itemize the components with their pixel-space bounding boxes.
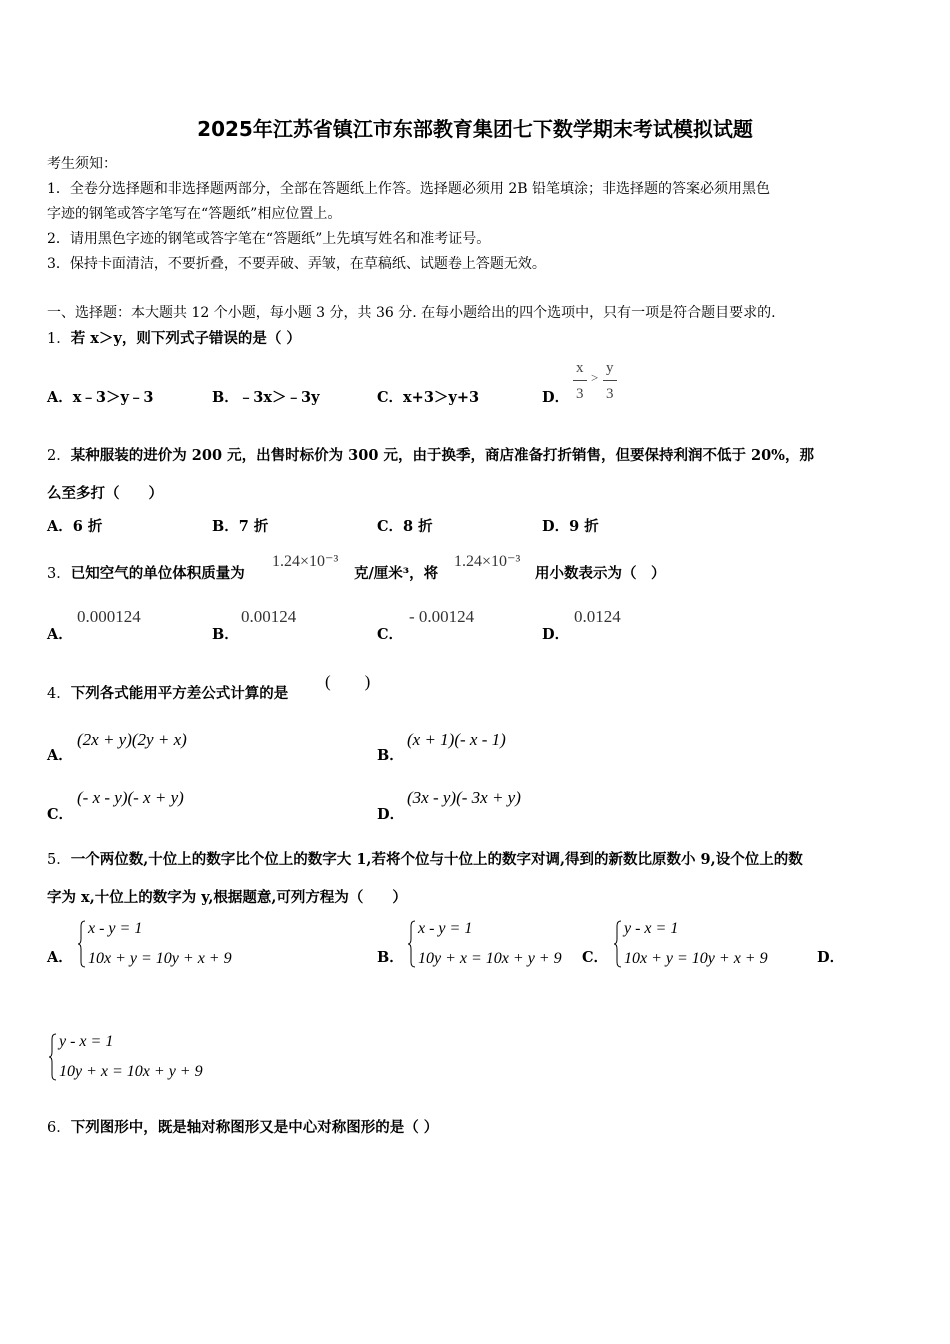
notice-item: 2．请用黑色字迹的钢笔或答字笔在“答题纸”上先填写姓名和准考证号。 [47, 231, 491, 247]
q1-option-c[interactable]: C．x+3＞y+3 [377, 389, 480, 406]
question-text: 克/厘米³，将 [354, 565, 439, 582]
q3-option-c-value: - 0.00124 [409, 607, 475, 626]
left-brace-icon [614, 920, 622, 968]
greater-than-sign: > [591, 370, 599, 385]
page-title: 2025年江苏省镇江市东部教育集团七下数学期末考试模拟试题 [197, 117, 753, 141]
question-5-line2: 字为 x,十位上的数字为 y,根据题意,可列方程为（ ） [47, 889, 407, 906]
q2-option-b[interactable]: B．7 折 [212, 518, 269, 535]
equation-line: y - x = 1 [59, 1033, 114, 1050]
q1-option-a[interactable]: A．x﹣3＞y﹣3 [47, 389, 154, 406]
equation-line: x - y = 1 [418, 920, 473, 937]
fraction-denominator: 3 [576, 386, 584, 402]
question-number: 5． [47, 852, 71, 868]
left-brace-icon [49, 1033, 57, 1081]
q1-option-b[interactable]: B．﹣3x＞﹣3y [212, 389, 320, 406]
q1-option-d-label[interactable]: D． [542, 389, 570, 406]
question-1 [47, 327, 301, 348]
q2-option-a[interactable]: A．6 折 [47, 518, 103, 535]
math-expression: 1.24×10⁻³ [454, 553, 521, 570]
left-brace-icon [78, 920, 86, 968]
question-6 [47, 1116, 438, 1137]
q5-option-c-label[interactable]: C． [582, 949, 609, 966]
question-text: 某种服装的进价为 200 元，出售时标价为 300 元，由于换季，商店准备打折销售，但要保持利润不低于 20%，那 [70, 447, 814, 464]
q3-option-d-value: 0.0124 [574, 607, 621, 626]
answer-paren: ( ) [325, 672, 371, 691]
q2-option-d[interactable]: D．9 折 [542, 518, 599, 535]
notice-item: 3．保持卡面清洁，不要折叠，不要弄破、弄皱，在草稿纸、试题卷上答题无效。 [47, 256, 546, 272]
q3-option-a-value: 0.000124 [77, 607, 141, 626]
q3-option-c-label[interactable]: C． [377, 626, 404, 643]
equation-line: 10y + x = 10x + y + 9 [59, 1063, 203, 1080]
q3-option-a-label[interactable]: A． [47, 626, 73, 643]
question-3 [47, 562, 245, 583]
q3-option-b-label[interactable]: B． [212, 626, 239, 643]
question-2 [47, 444, 814, 465]
equation-line: 10x + y = 10y + x + 9 [624, 950, 768, 967]
q3-option-d-label[interactable]: D． [542, 626, 570, 643]
notice-item: 1．全卷分选择题和非选择题两部分，全部在答题纸上作答。选择题必须用 2B 铅笔填涂；非选择题的答案必须用黑色 [47, 181, 770, 197]
equation-line: 10x + y = 10y + x + 9 [88, 950, 232, 967]
question-number: 3． [47, 566, 71, 582]
question-number: 2． [47, 448, 71, 464]
q4-option-b-label[interactable]: B． [377, 747, 404, 764]
q4-option-b-expr: (x + 1)(- x - 1) [407, 730, 506, 749]
question-text: 若 x＞y，则下列式子错误的是（ ） [70, 330, 301, 347]
q4-option-a-label[interactable]: A． [47, 747, 73, 764]
section-heading: 一、选择题：本大题共 12 个小题，每小题 3 分，共 36 分. 在每小题给出的四个选项中，只有一项是符合题目要求的. [47, 305, 776, 321]
equation-line: x - y = 1 [88, 920, 143, 937]
fraction-numerator: x [576, 360, 584, 376]
left-brace-icon [408, 920, 416, 968]
question-text: 已知空气的单位体积质量为 [70, 565, 245, 582]
question-text: 下列图形中，既是轴对称图形又是中心对称图形的是（ ） [70, 1119, 439, 1136]
equation-line: 10y + x = 10x + y + 9 [418, 950, 562, 967]
q5-option-b-label[interactable]: B． [377, 949, 404, 966]
q2-option-c[interactable]: C．8 折 [377, 518, 433, 535]
question-text: 下列各式能用平方差公式计算的是 [70, 685, 289, 702]
question-text: 用小数表示为（ ） [535, 565, 666, 582]
fraction-bar [603, 380, 617, 381]
question-number: 4． [47, 686, 71, 702]
equation-line: y - x = 1 [624, 920, 679, 937]
q3-option-b-value: 0.00124 [241, 607, 297, 626]
notice-item: 字迹的钢笔或答字笔写在“答题纸”相应位置上。 [47, 206, 342, 222]
q5-option-a-label[interactable]: A． [47, 949, 73, 966]
question-4 [47, 682, 288, 703]
fraction-denominator: 3 [606, 386, 614, 402]
question-5 [47, 848, 803, 869]
question-number: 1． [47, 331, 71, 347]
q4-option-a-expr: (2x + y)(2y + x) [77, 730, 187, 749]
question-text: 一个两位数,十位上的数字比个位上的数字大 1,若将个位与十位上的数字对调,得到的新数比原数小 9,设个位上的数 [70, 851, 803, 868]
fraction-bar [573, 380, 587, 381]
math-expression: 1.24×10⁻³ [272, 553, 339, 570]
q4-option-c-expr: (- x - y)(- x + y) [77, 788, 184, 807]
notice-heading: 考生须知： [47, 156, 117, 172]
question-number: 6． [47, 1120, 71, 1136]
q4-option-d-label[interactable]: D． [377, 806, 405, 823]
fraction-numerator: y [606, 360, 614, 376]
q4-option-d-expr: (3x - y)(- 3x + y) [407, 788, 521, 807]
question-2-line2: 么至多打（ ） [47, 485, 163, 502]
q4-option-c-label[interactable]: C． [47, 806, 74, 823]
q5-option-d-label[interactable]: D． [817, 949, 845, 966]
